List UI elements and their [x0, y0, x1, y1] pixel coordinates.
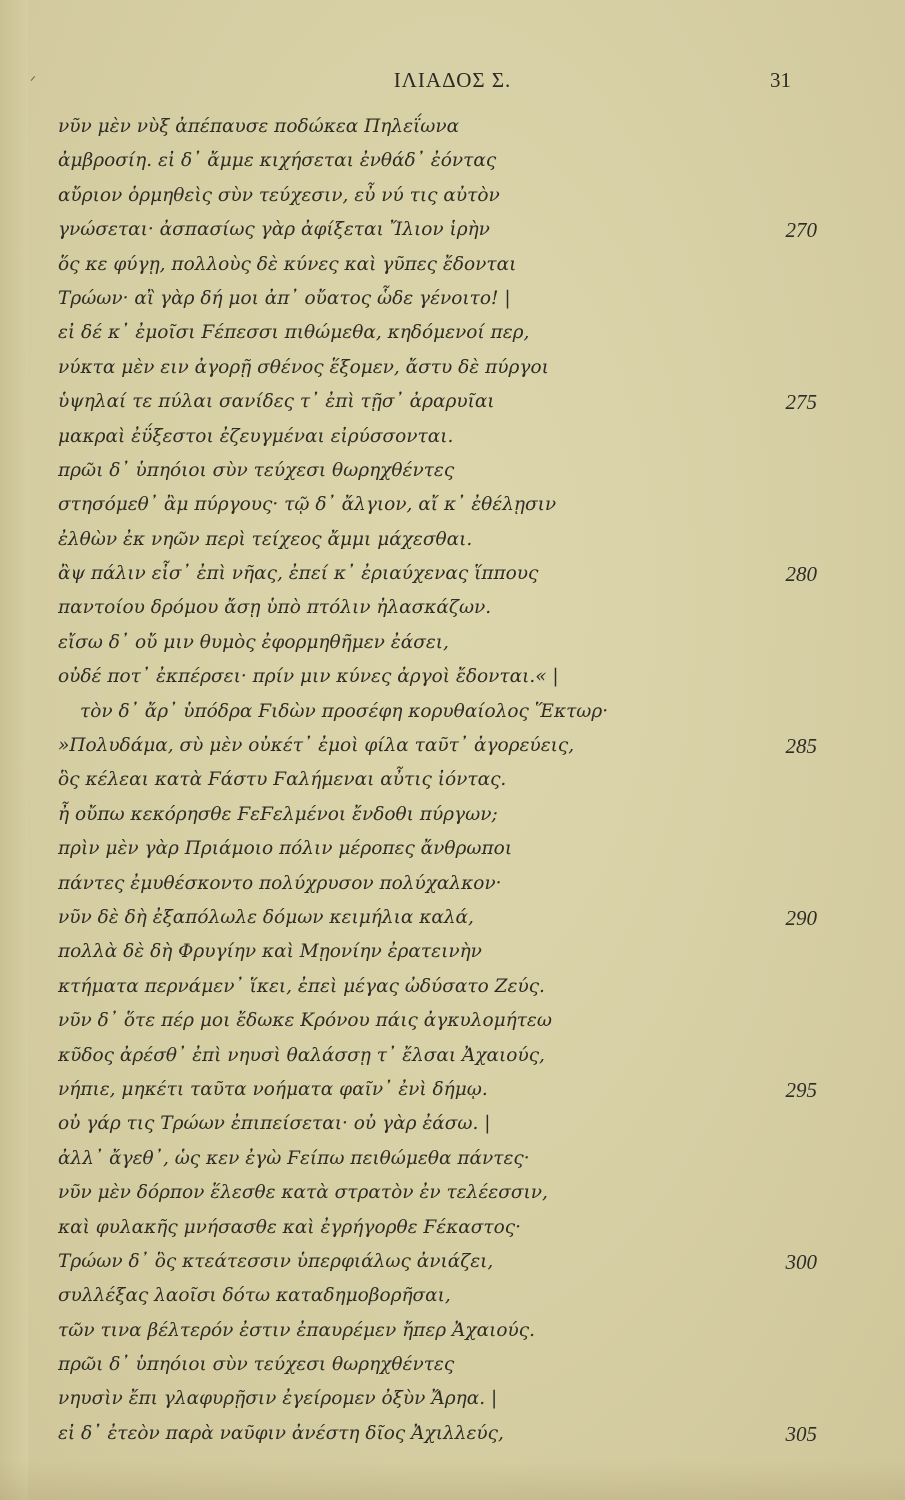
line-number: 300 [785, 1249, 817, 1274]
line-number: 270 [785, 218, 817, 243]
verse-line [0, 970, 905, 1004]
verse-line [0, 385, 905, 419]
line-number: 285 [785, 734, 817, 759]
verse-line [0, 660, 905, 694]
verse-line [0, 591, 905, 625]
verse-line [0, 1417, 905, 1451]
verse-text: πρῶι δ᾽ ὑπηόιοι σὺν τεύχεσι θωρηχθέντες [58, 459, 455, 481]
verse-line [0, 832, 905, 866]
verse-line [0, 144, 905, 178]
verse-text: ἂψ πάλιν εἶσ᾽ ἐπὶ νῆας, ἐπεί κ᾽ ἐριαύχενας ἵππους [58, 563, 539, 585]
verse-text: οὐ γάρ τις Τρώων ἐπιπείσεται· οὐ γὰρ ἐάσω. | [58, 1113, 491, 1135]
verse-text: εἰ δ᾽ ἐτεὸν παρὰ ναῦφιν ἀνέστη δῖος Ἀχιλλεύς, [58, 1422, 504, 1444]
verse-line [0, 488, 905, 522]
verse-line [0, 557, 905, 591]
verse-text: πρῶι δ᾽ ὑπηόιοι σὺν τεύχεσι θωρηχθέντες [58, 1354, 455, 1376]
verse-text: ἀλλ᾽ ἄγεθ᾽, ὡς κεν ἐγὼ Ϝείπω πειθώμεθα πάντες· [58, 1147, 530, 1169]
verse-text: εἴσω δ᾽ οὔ μιν θυμὸς ἐφορμηθῆμεν ἐάσει, [58, 631, 449, 653]
verse-text: αὔριον ὁρμηθεὶς σὺν τεύχεσιν, εὖ νύ τις αὐτὸν [58, 184, 500, 206]
verse-text: πολλὰ δὲ δὴ Φρυγίην καὶ Μῃονίην ἐρατεινὴν [58, 941, 482, 963]
verse-text: εἰ δέ κ᾽ ἐμοῖσι Ϝέπεσσι πιθώμεθα, κηδόμενοί περ, [58, 322, 530, 344]
verse-text: πρὶν μὲν γὰρ Πριάμοιο πόλιν μέροπες ἄνθρωποι [58, 838, 513, 860]
line-number: 295 [785, 1077, 817, 1102]
page-edge-stain [0, 1460, 905, 1500]
verse-text: νύκτα μὲν ειν ἀγορῇ σθένος ἕξομεν, ἄστυ δὲ πύργοι [58, 356, 549, 378]
verse-line [0, 867, 905, 901]
line-number: 275 [785, 390, 817, 415]
verse-text: ἐλθὼν ἐκ νηῶν περὶ τείχεος ἄμμι μάχεσθαι. [58, 528, 473, 550]
verse-text: στησόμεθ᾽ ἂμ πύργους· τῷ δ᾽ ἄλγιον, αἴ κ᾽ ἐθέλῃσιν [58, 494, 557, 516]
verse-line [0, 248, 905, 282]
verse-text: ὃς κέλεαι κατὰ Ϝάστυ Ϝαλήμεναι αὖτις ἰόντας. [58, 769, 507, 791]
verse-text: νῦν μὲν νὺξ ἀπέπαυσε ποδώκεα Πηλεΐωνα [58, 116, 460, 137]
verse-line [0, 798, 905, 832]
verse-text: τῶν τινα βέλτερόν ἐστιν ἐπαυρέμεν ἤπερ Ἀχαιούς. [58, 1319, 535, 1341]
verse-text: ἦ οὔπω κεκόρησθε ϜεϜελμένοι ἔνδοθι πύργων; [58, 803, 498, 825]
verse-line [0, 110, 905, 144]
verse-text: νῦν δ᾽ ὅτε πέρ μοι ἔδωκε Κρόνου πάις ἀγκυλομήτεω [58, 1010, 552, 1032]
verse-line [0, 1176, 905, 1210]
verse-text: συλλέξας λαοῖσι δότω καταδημοβορῆσαι, [58, 1285, 451, 1307]
verse-line [0, 1382, 905, 1416]
verse-line [0, 695, 905, 729]
verse-line [0, 179, 905, 213]
verse-text: νῦν μὲν δόρπον ἕλεσθε κατὰ στρατὸν ἐν τελέεσσιν, [58, 1182, 548, 1204]
verse-line [0, 1314, 905, 1348]
verse-text: Τρώων δ᾽ ὃς κτεάτεσσιν ὑπερφιάλως ἀνιάζει, [58, 1250, 494, 1272]
page-number: 31 [770, 68, 791, 92]
verse-line [0, 1107, 905, 1141]
line-number: 305 [785, 1421, 817, 1446]
verse-line [0, 1039, 905, 1073]
running-title: ΙΛΙΑΔΟΣ Σ. [393, 68, 512, 92]
verse-text: πάντες ἐμυθέσκοντο πολύχρυσον πολύχαλκον· [58, 872, 502, 894]
verse-text: νήπιε, μηκέτι ταῦτα νοήματα φαῖν᾽ ἐνὶ δήμῳ. [58, 1078, 488, 1100]
margin-mark: ᐟ [30, 74, 36, 90]
verse-line [0, 626, 905, 660]
verse-text: κῦδος ἀρέσθ᾽ ἐπὶ νηυσὶ θαλάσσῃ τ᾽ ἔλσαι Ἀχαιούς, [58, 1044, 545, 1066]
verse-line [0, 1142, 905, 1176]
verse-text: ὑψηλαί τε πύλαι σανίδες τ᾽ ἐπὶ τῇσ᾽ ἀραρυῖαι [58, 391, 495, 413]
line-number: 280 [785, 562, 817, 587]
verse-line [0, 420, 905, 454]
verse-line [0, 1004, 905, 1038]
verse-line [0, 523, 905, 557]
verse-line [0, 1245, 905, 1279]
verse-text: οὐδέ ποτ᾽ ἐκπέρσει· πρίν μιν κύνες ἀργοὶ ἔδονται.« | [58, 666, 559, 688]
verse-line [0, 901, 905, 935]
verse-text: γνώσεται· ἀσπασίως γὰρ ἀφίξεται Ἴλιον ἱρὴν [58, 219, 490, 241]
verse-line [0, 454, 905, 488]
verse-line [0, 213, 905, 247]
verse-line [0, 1279, 905, 1313]
verse-text: παντοίου δρόμου ἄσῃ ὑπὸ πτόλιν ἠλασκάζων. [58, 597, 492, 619]
verse-text: Τρώων· αἲ γὰρ δή μοι ἀπ᾽ οὔατος ὧδε γένοιτο! | [58, 287, 511, 309]
verse-line [0, 1073, 905, 1107]
verse-line [0, 935, 905, 969]
verse-text: καὶ φυλακῆς μνήσασθε καὶ ἐγρήγορθε Ϝέκαστος· [58, 1216, 522, 1238]
verse-text: κτήματα περνάμεν᾽ ἵκει, ἐπεὶ μέγας ὠδύσατο Ζεύς. [58, 975, 545, 997]
page-header [0, 68, 905, 98]
verse-line [0, 729, 905, 763]
verse-line [0, 351, 905, 385]
verse-text: νηυσὶν ἔπι γλαφυρῇσιν ἐγείρομεν ὀξὺν Ἄρηα. | [58, 1388, 498, 1410]
verse-text: »Πολυδάμα, σὺ μὲν οὐκέτ᾽ ἐμοὶ φίλα ταῦτ᾽ ἀγορεύεις, [58, 735, 575, 757]
line-number: 290 [785, 905, 817, 930]
verse-text: ἀμβροσίη. εἰ δ᾽ ἄμμε κιχήσεται ἐνθάδ᾽ ἐόντας [58, 150, 497, 172]
verse-line [0, 316, 905, 350]
verse-block [0, 110, 905, 1451]
verse-text: ὅς κε φύγῃ, πολλοὺς δὲ κύνες καὶ γῦπες ἔδονται [58, 253, 517, 275]
verse-text: μακραὶ ἐΰξεστοι ἐζευγμέναι εἰρύσσονται. [58, 425, 454, 447]
verse-text: νῦν δὲ δὴ ἐξαπόλωλε δόμων κειμήλια καλά, [58, 906, 474, 928]
verse-line [0, 282, 905, 316]
verse-line [0, 763, 905, 797]
verse-line [0, 1348, 905, 1382]
verse-text: τὸν δ᾽ ἄρ᾽ ὑπόδρα Ϝιδὼν προσέφη κορυθαίολος Ἕκτωρ· [80, 700, 609, 722]
verse-line [0, 1211, 905, 1245]
